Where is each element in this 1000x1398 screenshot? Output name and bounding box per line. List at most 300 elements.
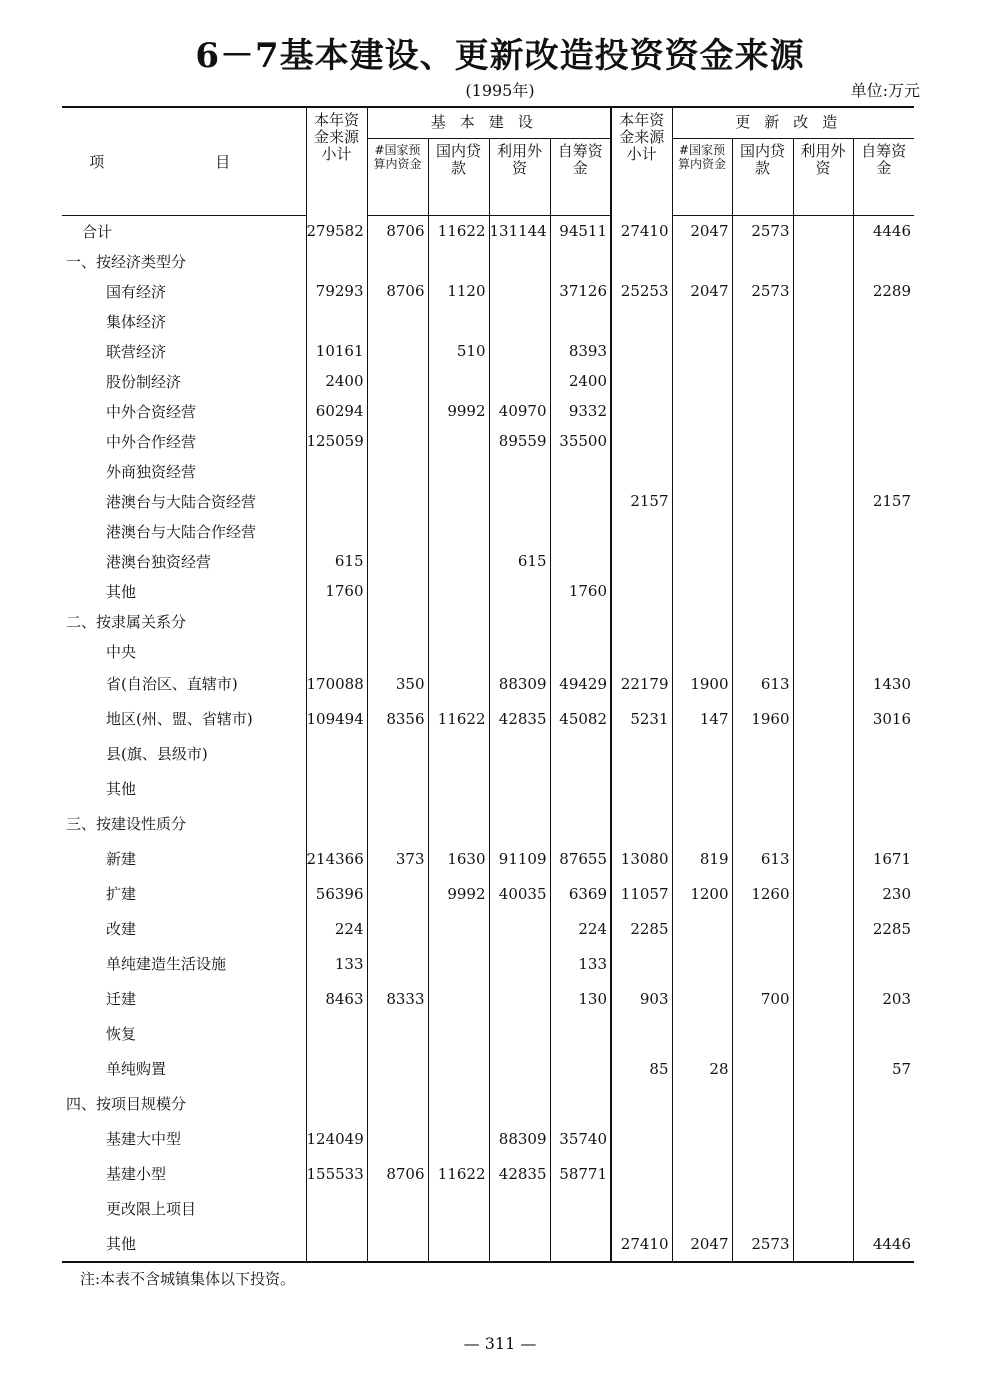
row-label: 合计	[82, 222, 113, 241]
cell-value	[489, 306, 550, 336]
cell-value	[367, 1016, 428, 1051]
cell-value	[550, 306, 611, 336]
row-label: 基建小型	[106, 1165, 167, 1183]
cell-value	[367, 516, 428, 546]
cell-value	[489, 486, 550, 516]
row-label: 中央	[106, 642, 137, 661]
cell-value: 510	[428, 336, 489, 366]
cell-value	[853, 736, 914, 771]
cell-value: 2285	[611, 911, 672, 946]
cell-value	[853, 396, 914, 426]
cell-value	[611, 246, 672, 276]
table-row	[62, 1016, 914, 1051]
cell-value	[367, 366, 428, 396]
cell-value	[367, 1051, 428, 1086]
cell-value	[793, 366, 853, 396]
page-number: — 311 —	[463, 1334, 537, 1353]
cell-value	[611, 456, 672, 486]
cell-value	[367, 606, 428, 636]
row-label: 扩建	[106, 885, 137, 903]
cell-value: 91109	[489, 841, 550, 876]
cell-value	[853, 426, 914, 456]
cell-value	[367, 1086, 428, 1121]
table-row	[62, 666, 914, 701]
cell-value	[732, 306, 793, 336]
cell-value	[853, 606, 914, 636]
cell-value	[853, 306, 914, 336]
cell-value	[428, 771, 489, 806]
row-label: 其他	[106, 780, 137, 798]
cell-value: 2047	[672, 276, 732, 306]
cell-value	[793, 1191, 853, 1226]
cell-value: 6369	[550, 876, 611, 911]
cell-value: 94511	[550, 216, 611, 247]
cell-value	[367, 306, 428, 336]
cell-value	[672, 336, 732, 366]
cell-value: 11622	[428, 1156, 489, 1191]
cell-value	[367, 911, 428, 946]
cell-value	[672, 396, 732, 426]
cell-value	[611, 636, 672, 666]
cell-value	[853, 1086, 914, 1121]
cell-value	[732, 336, 793, 366]
cell-value	[611, 306, 672, 336]
cell-value: 10161	[306, 336, 367, 366]
cell-value: 28	[672, 1051, 732, 1086]
cell-value: 1900	[672, 666, 732, 701]
cell-value: 2157	[611, 486, 672, 516]
cell-value: 613	[732, 841, 793, 876]
row-label: 二、按隶属关系分	[66, 612, 187, 631]
cell-value	[489, 636, 550, 666]
cell-value	[793, 946, 853, 981]
cell-value	[611, 771, 672, 806]
cell-value	[793, 876, 853, 911]
cell-value	[306, 1016, 367, 1051]
cell-value: 373	[367, 841, 428, 876]
cell-value	[793, 1051, 853, 1086]
table-row	[62, 336, 914, 366]
cell-value	[367, 1226, 428, 1262]
investment-source-table	[62, 106, 914, 1263]
cell-value: 2573	[732, 216, 793, 247]
cell-value	[367, 426, 428, 456]
cell-value	[306, 1051, 367, 1086]
cell-value: 1960	[732, 701, 793, 736]
cell-value	[489, 1191, 550, 1226]
cell-value: 2400	[306, 366, 367, 396]
header-basic-foreign-capital: 利用外资	[489, 139, 550, 216]
header-item: 项 目	[62, 107, 306, 216]
cell-value	[306, 516, 367, 546]
cell-value	[550, 1226, 611, 1262]
cell-value	[793, 981, 853, 1016]
cell-value	[306, 606, 367, 636]
cell-value: 279582	[306, 216, 367, 247]
cell-value	[489, 1226, 550, 1262]
table-row	[62, 636, 914, 666]
row-label: 一、按经济类型分	[66, 252, 187, 271]
cell-value	[732, 606, 793, 636]
cell-value	[853, 771, 914, 806]
cell-value	[672, 636, 732, 666]
cell-value	[611, 1156, 672, 1191]
cell-value	[732, 1086, 793, 1121]
cell-value: 903	[611, 981, 672, 1016]
cell-value	[611, 546, 672, 576]
cell-value: 8393	[550, 336, 611, 366]
cell-value	[793, 276, 853, 306]
cell-value	[732, 1156, 793, 1191]
cell-value: 3016	[853, 701, 914, 736]
cell-value: 9992	[428, 876, 489, 911]
cell-value: 4446	[853, 1226, 914, 1262]
cell-value	[550, 636, 611, 666]
cell-value: 11622	[428, 701, 489, 736]
cell-value	[367, 336, 428, 366]
row-label: 基建大中型	[106, 1130, 182, 1148]
cell-value	[550, 736, 611, 771]
header-basic-subtotal: 本年资金来源小计	[306, 107, 367, 216]
cell-value	[732, 771, 793, 806]
cell-value: 27410	[611, 1226, 672, 1262]
cell-value	[853, 806, 914, 841]
cell-value: 613	[732, 666, 793, 701]
cell-value	[853, 546, 914, 576]
cell-value: 4446	[853, 216, 914, 247]
table-row	[62, 736, 914, 771]
cell-value	[489, 1016, 550, 1051]
cell-value	[793, 1016, 853, 1051]
row-label: 改建	[106, 920, 137, 938]
cell-value	[428, 576, 489, 606]
cell-value	[732, 806, 793, 841]
table-row	[62, 1156, 914, 1191]
cell-value	[611, 1121, 672, 1156]
cell-value: 11057	[611, 876, 672, 911]
cell-value	[306, 806, 367, 841]
table-row	[62, 911, 914, 946]
header-renew-foreign-capital: 利用外资	[793, 139, 853, 216]
table-row	[62, 946, 914, 981]
cell-value	[306, 636, 367, 666]
row-label: 集体经济	[106, 312, 167, 331]
cell-value	[367, 636, 428, 666]
cell-value: 2400	[550, 366, 611, 396]
cell-value	[793, 636, 853, 666]
cell-value	[793, 516, 853, 546]
cell-value: 87655	[550, 841, 611, 876]
cell-value	[306, 246, 367, 276]
cell-value: 88309	[489, 666, 550, 701]
cell-value	[732, 946, 793, 981]
cell-value	[853, 576, 914, 606]
cell-value	[428, 981, 489, 1016]
cell-value: 2573	[732, 1226, 793, 1262]
cell-value: 819	[672, 841, 732, 876]
cell-value: 350	[367, 666, 428, 701]
cell-value	[732, 246, 793, 276]
header-basic-self-raised: 自筹资金	[550, 139, 611, 216]
row-label: 三、按建设性质分	[66, 815, 187, 833]
row-label: 单纯建造生活设施	[106, 955, 227, 973]
cell-value	[672, 246, 732, 276]
cell-value: 8463	[306, 981, 367, 1016]
cell-value: 1120	[428, 276, 489, 306]
cell-value: 615	[306, 546, 367, 576]
table-row	[62, 1121, 914, 1156]
cell-value	[367, 876, 428, 911]
cell-value	[550, 486, 611, 516]
cell-value	[853, 336, 914, 366]
cell-value	[550, 1086, 611, 1121]
cell-value	[672, 516, 732, 546]
cell-value	[672, 1016, 732, 1051]
cell-value	[489, 516, 550, 546]
cell-value	[732, 1016, 793, 1051]
cell-value	[672, 736, 732, 771]
table-row	[62, 486, 914, 516]
cell-value	[306, 1086, 367, 1121]
cell-value	[793, 806, 853, 841]
table-row	[62, 701, 914, 736]
cell-value	[550, 546, 611, 576]
cell-value: 1200	[672, 876, 732, 911]
cell-value	[672, 806, 732, 841]
cell-value	[732, 1191, 793, 1226]
header-basic-state-budget: #国家预算内资金	[367, 139, 428, 216]
cell-value: 2047	[672, 1226, 732, 1262]
cell-value	[489, 981, 550, 1016]
cell-value	[428, 546, 489, 576]
cell-value	[793, 336, 853, 366]
cell-value	[611, 946, 672, 981]
cell-value: 224	[550, 911, 611, 946]
cell-value	[672, 911, 732, 946]
cell-value	[672, 946, 732, 981]
table-row	[62, 771, 914, 806]
cell-value	[367, 806, 428, 841]
cell-value	[367, 486, 428, 516]
table-row	[62, 216, 914, 247]
row-label: 迁建	[106, 990, 137, 1008]
header-basic-domestic-loan: 国内贷款	[428, 139, 489, 216]
cell-value: 1260	[732, 876, 793, 911]
cell-value	[489, 606, 550, 636]
cell-value: 56396	[306, 876, 367, 911]
row-label: 其他	[62, 1226, 306, 1262]
cell-value: 8706	[367, 1156, 428, 1191]
cell-value: 8333	[367, 981, 428, 1016]
cell-value	[550, 806, 611, 841]
cell-value: 1630	[428, 841, 489, 876]
row-label: 新建	[106, 850, 137, 868]
cell-value: 58771	[550, 1156, 611, 1191]
cell-value	[550, 516, 611, 546]
cell-value	[611, 366, 672, 396]
cell-value	[428, 1086, 489, 1121]
cell-value	[672, 981, 732, 1016]
cell-value	[611, 1086, 672, 1121]
cell-value: 79293	[306, 276, 367, 306]
cell-value: 133	[550, 946, 611, 981]
cell-value	[428, 911, 489, 946]
table-row	[62, 456, 914, 486]
cell-value	[793, 396, 853, 426]
cell-value: 1671	[853, 841, 914, 876]
header-group-basic: 基本建设	[367, 107, 611, 139]
cell-value: 40035	[489, 876, 550, 911]
cell-value: 203	[853, 981, 914, 1016]
cell-value	[793, 771, 853, 806]
cell-value	[672, 306, 732, 336]
row-label: 地区(州、盟、省辖市)	[106, 710, 253, 728]
cell-value	[428, 246, 489, 276]
cell-value	[853, 246, 914, 276]
cell-value	[793, 606, 853, 636]
cell-value	[428, 1051, 489, 1086]
table-note: 注:本表不含城镇集体以下投资。	[80, 1270, 296, 1288]
cell-value	[732, 1121, 793, 1156]
cell-value	[672, 771, 732, 806]
cell-value	[428, 486, 489, 516]
cell-value	[732, 911, 793, 946]
cell-value	[550, 606, 611, 636]
cell-value	[611, 516, 672, 546]
row-label: 国有经济	[106, 282, 167, 301]
header-renew-self-raised: 自筹资金	[853, 139, 914, 216]
cell-value: 60294	[306, 396, 367, 426]
cell-value	[306, 306, 367, 336]
cell-value	[793, 1086, 853, 1121]
table-row	[62, 1051, 914, 1086]
cell-value	[672, 456, 732, 486]
cell-value	[550, 1051, 611, 1086]
cell-value: 27410	[611, 216, 672, 247]
row-label: 港澳台与大陆合作经营	[106, 522, 257, 541]
header-renew-domestic-loan: 国内贷款	[732, 139, 793, 216]
cell-value	[793, 456, 853, 486]
cell-value: 1760	[306, 576, 367, 606]
cell-value	[428, 1191, 489, 1226]
cell-value	[489, 1051, 550, 1086]
cell-value: 8706	[367, 276, 428, 306]
row-label: 省(自治区、直辖市)	[106, 675, 238, 693]
cell-value	[428, 306, 489, 336]
cell-value	[489, 366, 550, 396]
cell-value: 224	[306, 911, 367, 946]
cell-value	[611, 576, 672, 606]
cell-value	[793, 246, 853, 276]
cell-value	[367, 1121, 428, 1156]
cell-value	[732, 486, 793, 516]
cell-value	[793, 486, 853, 516]
cell-value: 5231	[611, 701, 672, 736]
cell-value	[428, 636, 489, 666]
cell-value	[550, 246, 611, 276]
cell-value	[428, 1016, 489, 1051]
cell-value: 25253	[611, 276, 672, 306]
cell-value: 45082	[550, 701, 611, 736]
cell-value: 2573	[732, 276, 793, 306]
cell-value	[853, 1121, 914, 1156]
cell-value	[611, 426, 672, 456]
page-title: 6－7基本建设、更新改造投资资金来源	[195, 36, 805, 76]
cell-value	[793, 1121, 853, 1156]
cell-value	[853, 1156, 914, 1191]
cell-value: 11622	[428, 216, 489, 247]
cell-value: 124049	[306, 1121, 367, 1156]
cell-value: 22179	[611, 666, 672, 701]
cell-value: 40970	[489, 396, 550, 426]
cell-value: 35500	[550, 426, 611, 456]
cell-value	[793, 426, 853, 456]
cell-value	[306, 486, 367, 516]
cell-value	[793, 666, 853, 701]
cell-value	[367, 546, 428, 576]
cell-value: 88309	[489, 1121, 550, 1156]
cell-value	[489, 336, 550, 366]
cell-value: 155533	[306, 1156, 367, 1191]
cell-value	[489, 276, 550, 306]
cell-value	[732, 576, 793, 606]
cell-value	[732, 366, 793, 396]
cell-value	[732, 516, 793, 546]
cell-value	[793, 216, 853, 247]
cell-value	[489, 456, 550, 486]
table-row	[62, 246, 914, 276]
cell-value	[672, 1156, 732, 1191]
cell-value	[489, 1086, 550, 1121]
cell-value	[853, 456, 914, 486]
cell-value: 9332	[550, 396, 611, 426]
cell-value	[428, 426, 489, 456]
cell-value: 85	[611, 1051, 672, 1086]
cell-value	[550, 456, 611, 486]
header-renew-subtotal: 本年资金来源小计	[611, 107, 672, 216]
cell-value: 2157	[853, 486, 914, 516]
cell-value	[367, 456, 428, 486]
cell-value	[672, 1086, 732, 1121]
table-row	[62, 806, 914, 841]
cell-value: 131144	[489, 216, 550, 247]
cell-value	[732, 636, 793, 666]
cell-value	[428, 736, 489, 771]
row-label: 单纯购置	[106, 1060, 167, 1078]
row-label: 县(旗、县级市)	[106, 745, 208, 763]
cell-value	[793, 736, 853, 771]
cell-value: 8356	[367, 701, 428, 736]
cell-value	[306, 456, 367, 486]
cell-value: 2289	[853, 276, 914, 306]
cell-value	[428, 946, 489, 981]
cell-value	[611, 396, 672, 426]
year-label: (1995年)	[465, 81, 535, 100]
cell-value	[367, 946, 428, 981]
cell-value	[428, 456, 489, 486]
cell-value	[550, 771, 611, 806]
cell-value: 230	[853, 876, 914, 911]
cell-value	[428, 366, 489, 396]
row-label: 恢复	[106, 1025, 137, 1043]
cell-value	[732, 456, 793, 486]
cell-value	[611, 1016, 672, 1051]
table-row	[62, 276, 914, 306]
cell-value	[793, 1226, 853, 1262]
cell-value	[853, 1016, 914, 1051]
cell-value	[550, 1016, 611, 1051]
cell-value	[732, 736, 793, 771]
